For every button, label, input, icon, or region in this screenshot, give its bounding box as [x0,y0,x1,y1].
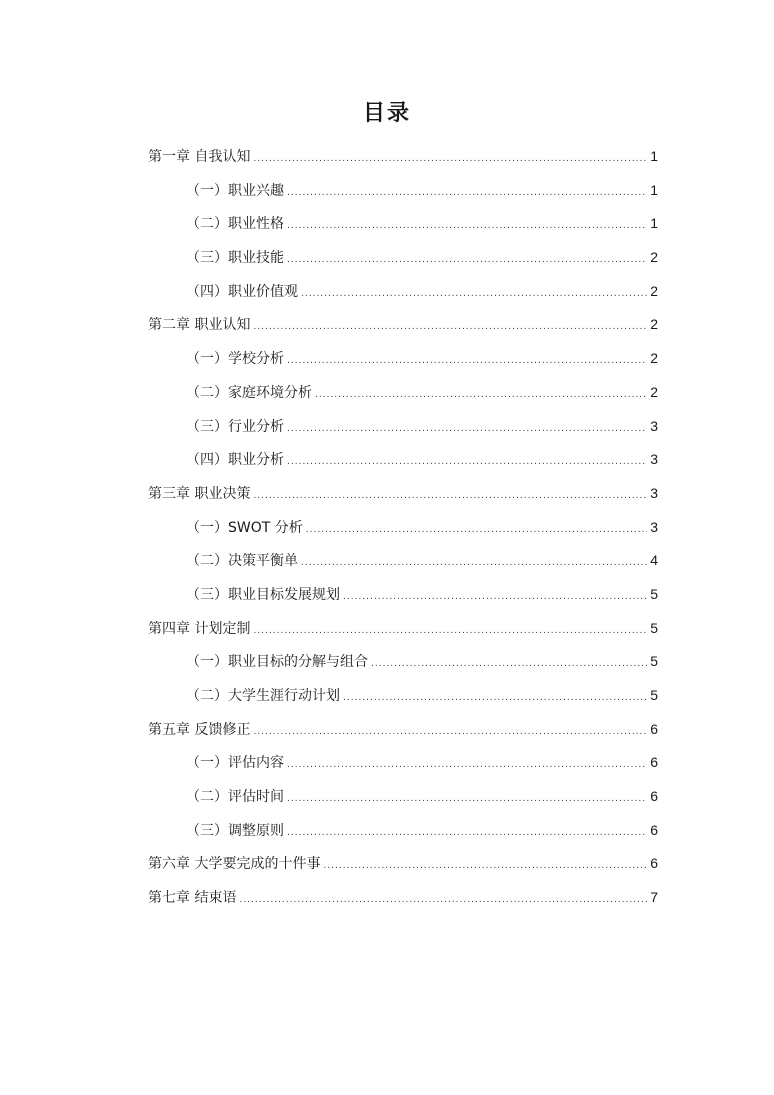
dot-leader [371,651,647,677]
toc-entry-section[interactable] [148,682,658,716]
dot-leader [315,382,647,408]
toc-entry-page-number: 6 [650,855,658,872]
toc-entry-section[interactable] [148,379,658,413]
toc-entry-page-number: 3 [650,417,658,434]
toc-entry-label: （二）决策平衡单 [186,553,298,570]
toc-entry-label: （三）调整原则 [186,822,284,839]
dot-leader [253,314,647,340]
toc-entry-page-number: 5 [650,653,658,670]
toc-entry-section[interactable] [148,817,658,851]
toc-entry-section[interactable] [148,210,658,244]
dot-leader [343,584,647,610]
toc-entry-page-number: 1 [650,181,658,198]
toc-entry-chapter-5[interactable] [148,716,658,750]
toc-entry-label: 第四章 计划定制 [148,620,251,637]
dot-leader [239,887,647,913]
dot-leader [253,483,647,509]
toc-entry-page-number: 2 [650,316,658,333]
toc-entry-page-number: 5 [650,585,658,602]
toc-entry-label: 第五章 反馈修正 [148,721,251,738]
dot-leader [253,146,647,172]
dot-leader [306,517,647,543]
toc-entry-page-number: 5 [650,619,658,636]
toc-entry-page-number: 2 [650,350,658,367]
toc-entry-page-number: 6 [650,720,658,737]
toc-entry-label: （四）职业价值观 [186,283,298,300]
dot-leader [301,550,647,576]
toc-entry-section[interactable] [148,278,658,312]
toc-entry-label: （一）学校分析 [186,351,284,368]
toc-entry-label: （三）行业分析 [186,418,284,435]
toc-title: 目录 [362,101,411,126]
dot-leader [287,820,647,846]
toc-list [148,143,658,918]
toc-entry-label: （二）家庭环境分析 [186,384,312,401]
dot-leader [343,685,647,711]
dot-leader [287,247,647,273]
toc-entry-page-number: 3 [650,451,658,468]
toc-entry-label: （一）评估内容 [186,755,284,772]
toc-entry-page-number: 4 [650,552,658,569]
toc-entry-section[interactable] [148,413,658,447]
toc-entry-label: （一）职业目标的分解与组合 [186,654,368,671]
dot-leader [287,416,647,442]
dot-leader [287,213,647,239]
dot-leader [287,348,647,374]
toc-entry-chapter-3[interactable] [148,480,658,514]
toc-entry-page-number: 3 [650,484,658,501]
toc-entry-section[interactable] [148,514,658,548]
toc-entry-label: （一）SWOT 分析 [186,519,303,536]
toc-entry-chapter-1[interactable] [148,143,658,177]
toc-entry-page-number: 6 [650,788,658,805]
toc-entry-label: （四）职业分析 [186,452,284,469]
toc-entry-page-number: 7 [650,889,658,906]
toc-entry-label: 第七章 结束语 [148,890,237,907]
toc-entry-page-number: 6 [650,754,658,771]
toc-entry-label: （三）职业技能 [186,250,284,267]
toc-entry-section[interactable] [148,446,658,480]
dot-leader [287,180,647,206]
toc-entry-label: 第三章 职业决策 [148,485,251,502]
dot-leader [287,786,647,812]
toc-entry-page-number: 3 [650,518,658,535]
toc-entry-section[interactable] [148,648,658,682]
toc-entry-chapter-6[interactable] [148,850,658,884]
toc-entry-section[interactable] [148,345,658,379]
toc-entry-page-number: 1 [650,215,658,232]
toc-entry-section[interactable] [148,581,658,615]
toc-entry-label: （二）职业性格 [186,216,284,233]
dot-leader [287,752,647,778]
dot-leader [323,853,647,879]
toc-entry-label: 第六章 大学要完成的十件事 [148,856,321,873]
toc-entry-page-number: 2 [650,249,658,266]
dot-leader [287,449,647,475]
toc-entry-page-number: 6 [650,821,658,838]
toc-entry-section[interactable] [148,177,658,211]
toc-entry-label: 第二章 职业认知 [148,317,251,334]
toc-entry-label: （二）评估时间 [186,789,284,806]
toc-entry-section[interactable] [148,783,658,817]
dot-leader [253,719,647,745]
dot-leader [253,618,647,644]
toc-entry-label: （一）职业兴趣 [186,182,284,199]
toc-entry-label: （三）职业目标发展规划 [186,586,340,603]
toc-entry-page-number: 2 [650,383,658,400]
toc-entry-label: （二）大学生涯行动计划 [186,688,340,704]
dot-leader [301,281,647,307]
toc-entry-chapter-4[interactable] [148,615,658,649]
toc-entry-label: 第一章 自我认知 [148,149,251,165]
toc-entry-section[interactable] [148,547,658,581]
toc-entry-page-number: 2 [650,282,658,299]
toc-entry-section[interactable] [148,244,658,278]
toc-entry-section[interactable] [148,749,658,783]
toc-entry-page-number: 1 [650,148,658,164]
toc-entry-chapter-7[interactable] [148,884,658,918]
toc-entry-chapter-2[interactable] [148,311,658,345]
toc-entry-page-number: 5 [650,687,658,703]
